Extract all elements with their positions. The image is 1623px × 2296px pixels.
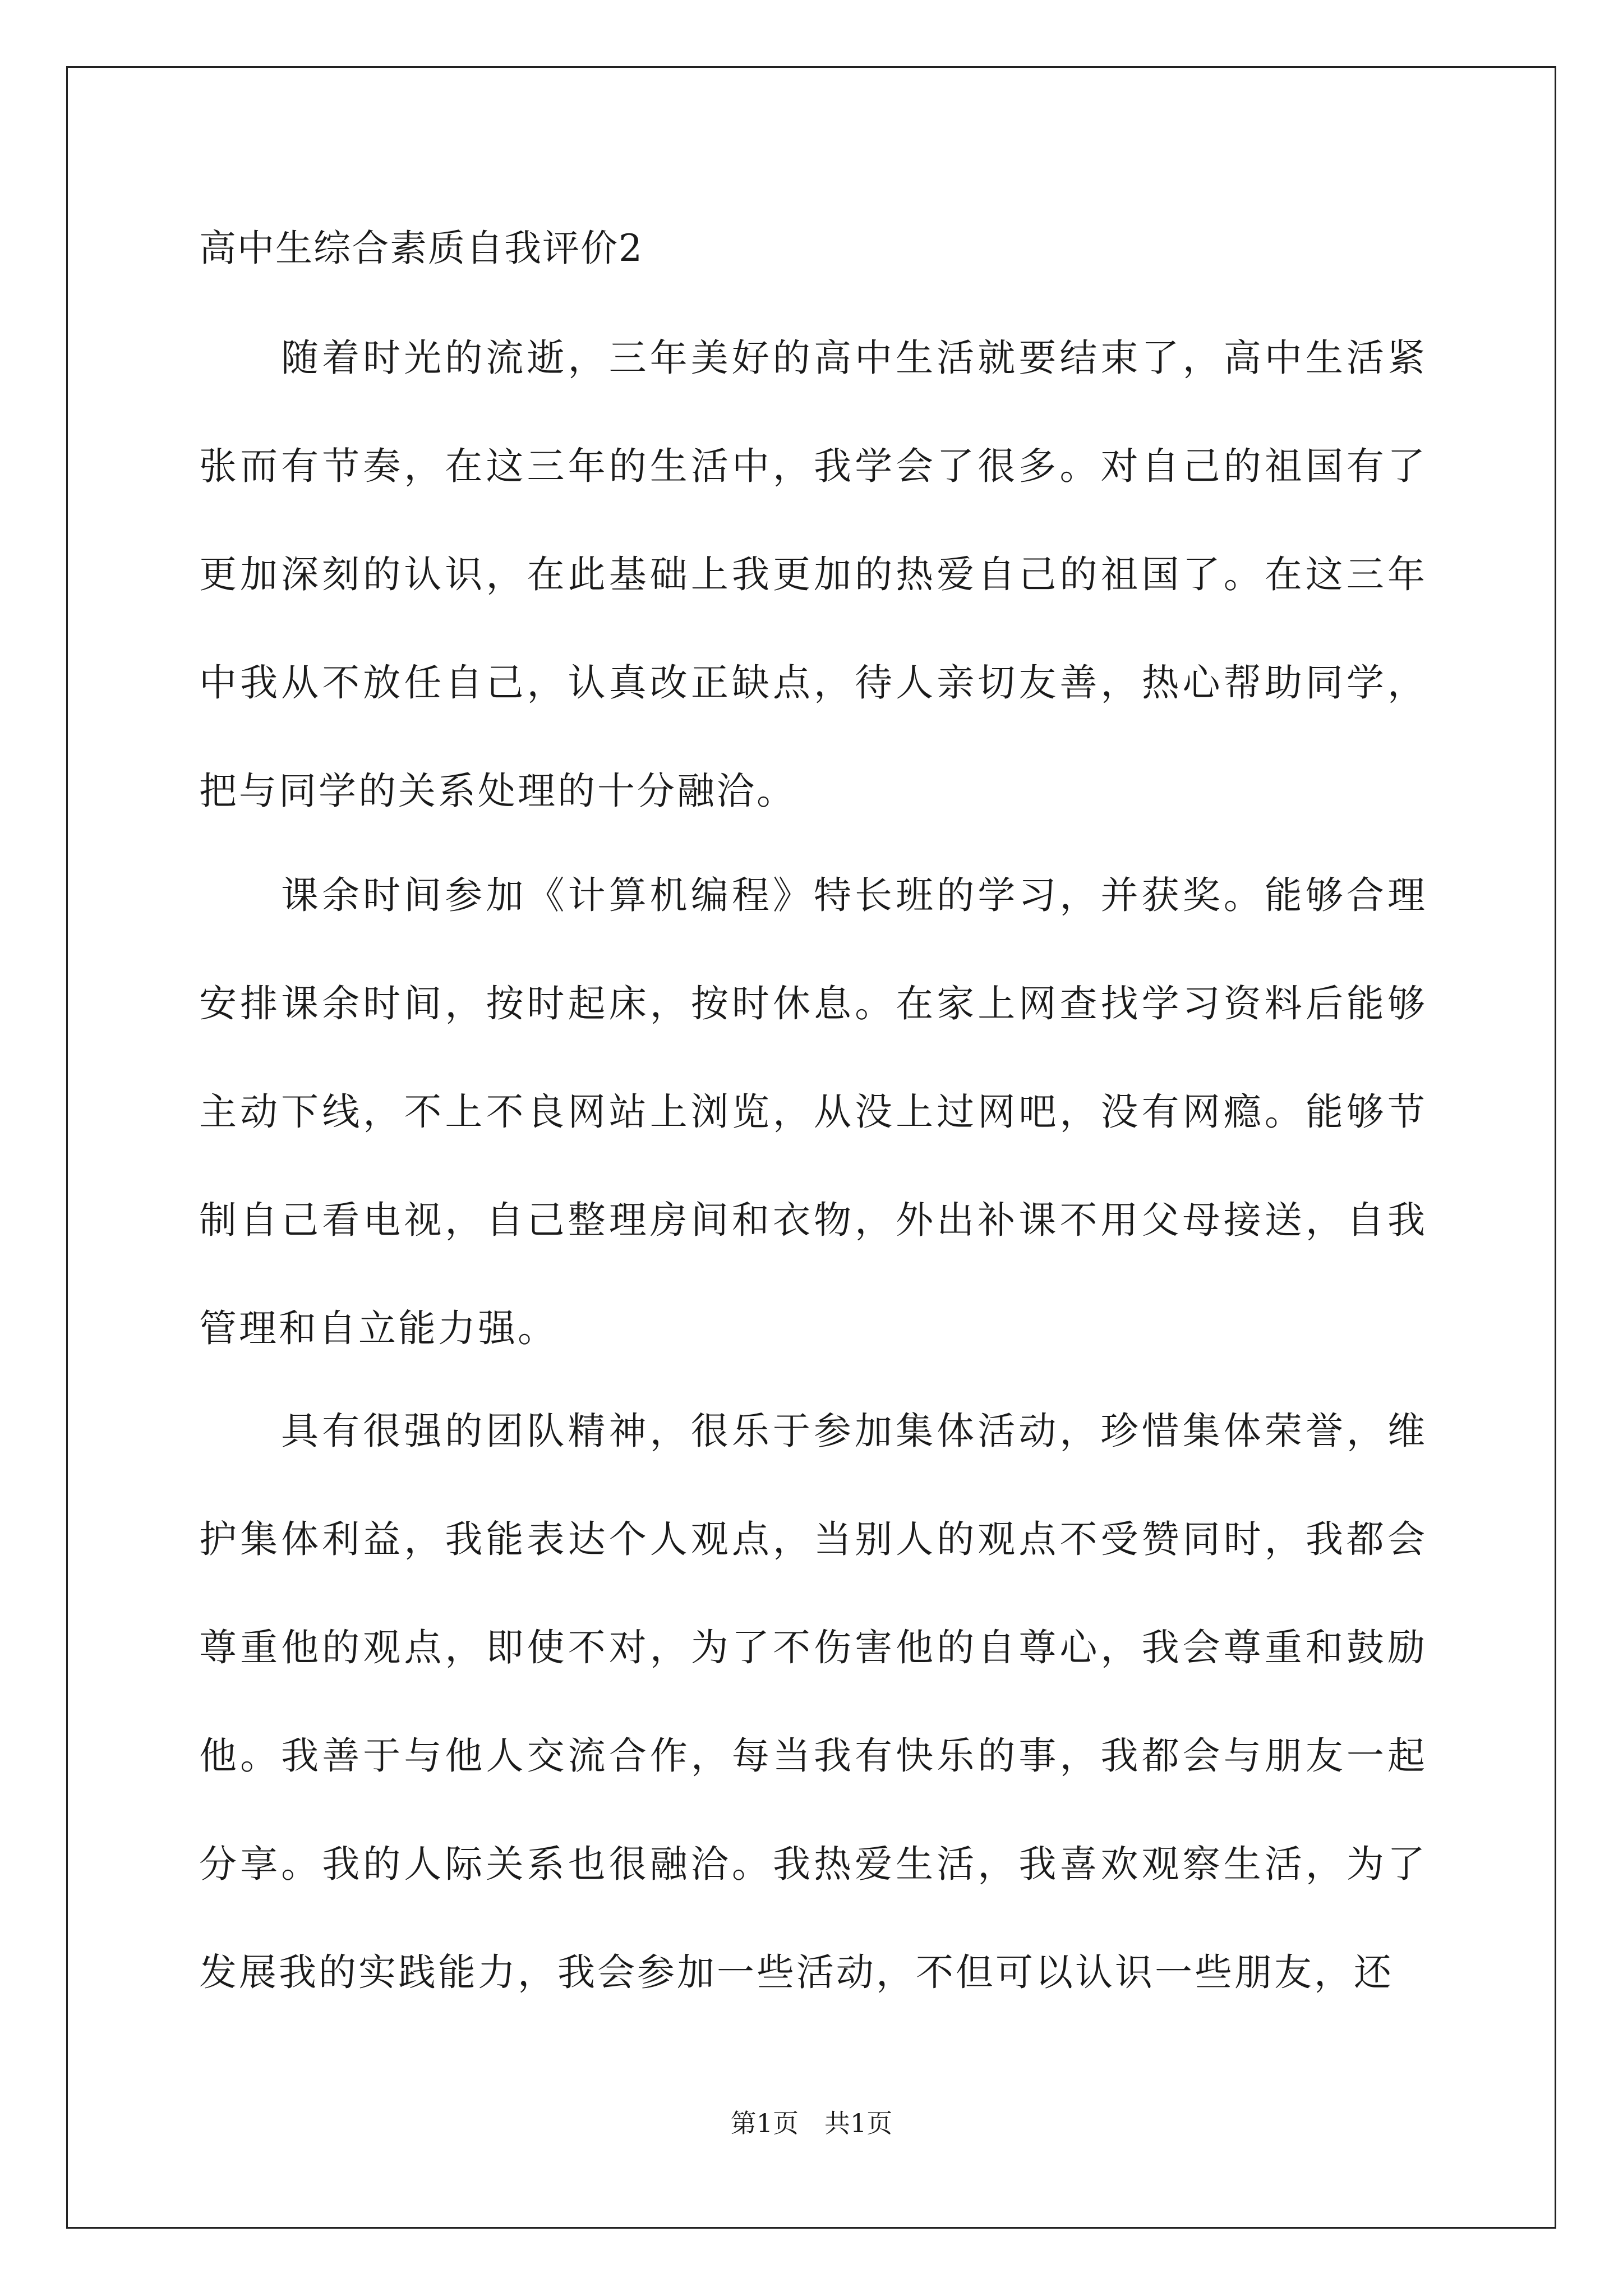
paragraph-1: 随着时光的流逝，三年美好的高中生活就要结束了，高中生活紧张而有节奏，在这三年的生活中，我学会了很多。对自己的祖国有了更加深刻的认识，在此基础上我更加的热爱自己的祖国了。在这三年中我从不放任自己，认真改正缺点，待人亲切友善，热心帮助同学，把与同学的关系处理的十分融洽。 (199, 336, 1427, 813)
paragraph-2: 课余时间参加《计算机编程》特长班的学习，并获奖。能够合理安排课余时间，按时起床，按时休息。在家上网查找学习资料后能够主动下线，不上不良网站上浏览，从没上过网吧，没有网瘾。能够节制自己看电视，自己整理房间和衣物，外出补课不用父母接送，自我管理和自立能力强。 (199, 873, 1427, 1350)
paragraph-3: 具有很强的团队精神，很乐于参加集体活动，珍惜集体荣誉，维护集体利益，我能表达个人观点，当别人的观点不受赞同时，我都会尊重他的观点，即使不对，为了不伤害他的自尊心，我会尊重和鼓励他。我善于与他人交流合作，每当我有快乐的事，我都会与朋友一起分享。我的人际关系也很融洽。我热爱生活，我喜欢观察生活，为了发展我的实践能力，我会参加一些活动，不但可以认识一些朋友，还 (199, 1409, 1427, 1994)
document-title: 高中生综合素质自我评价2 (199, 227, 643, 270)
page-footer: 第1页 共1页 (730, 2108, 893, 2138)
